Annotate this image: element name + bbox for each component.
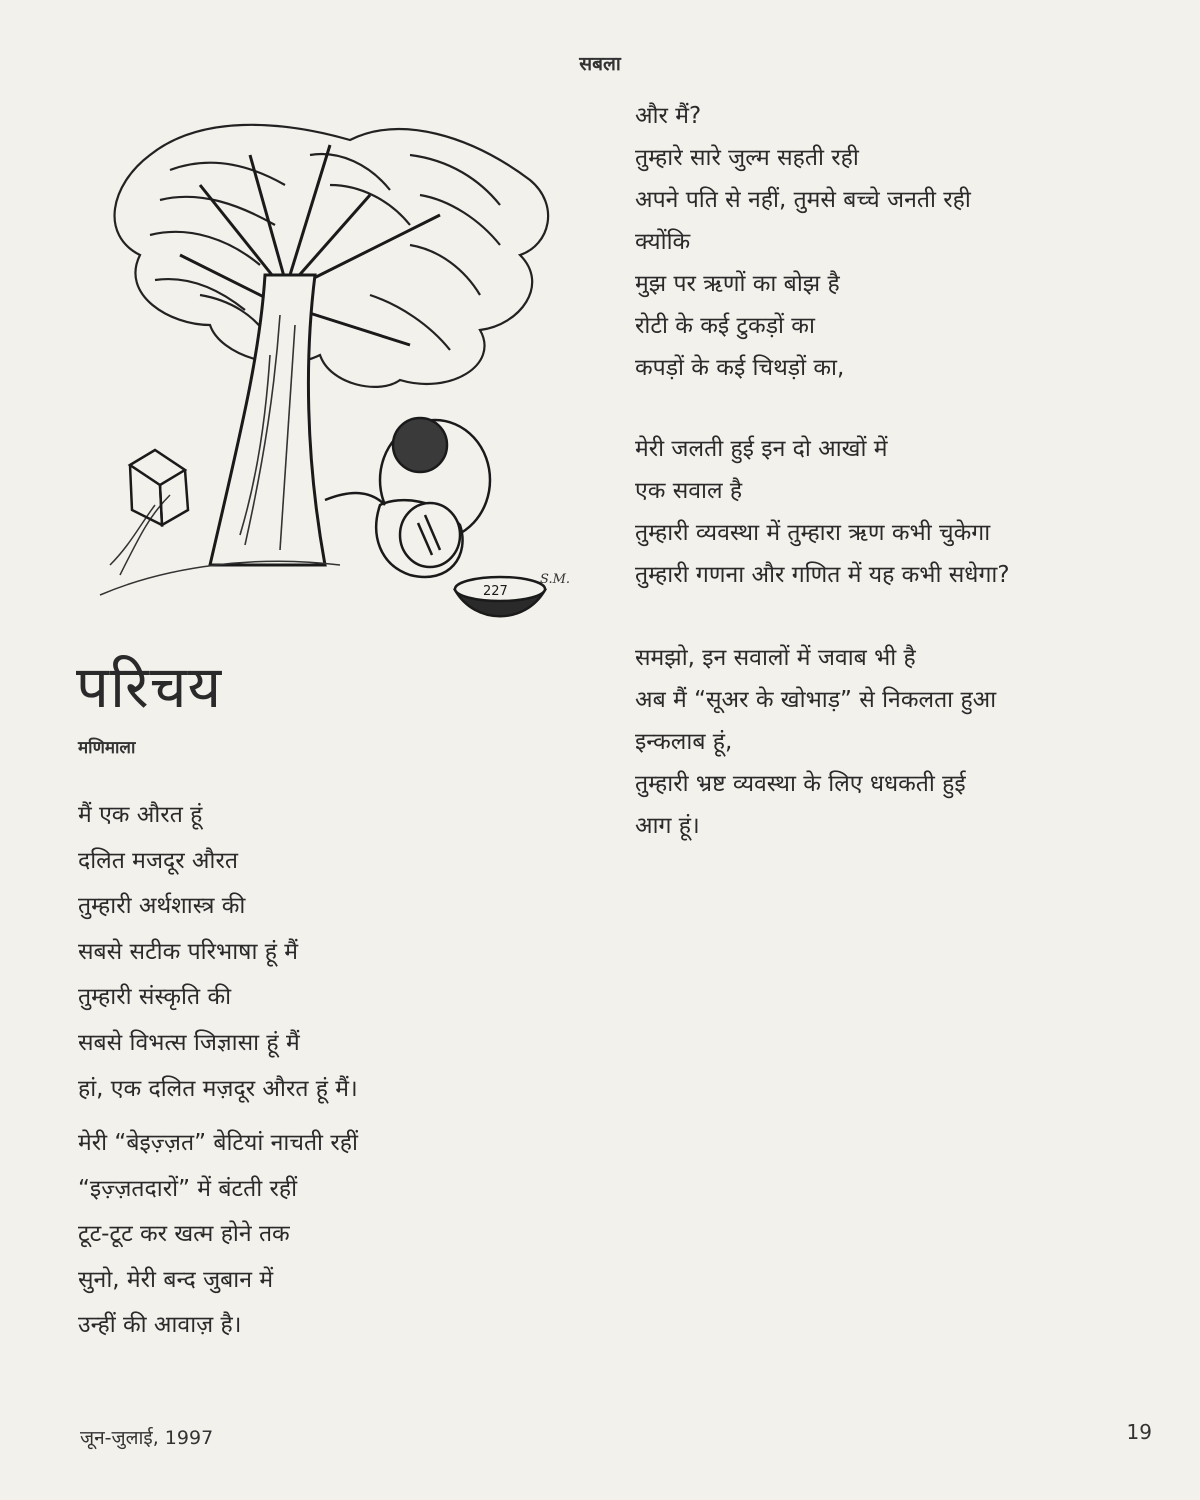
poem-line: क्योंकि	[635, 229, 691, 255]
left-stanza-2	[78, 1121, 358, 1349]
author-name: मणिमाला	[78, 738, 136, 758]
poem-line: मेरी “बेइज़्ज़त” बेटियां नाचती रहीं	[78, 1130, 358, 1156]
poem-line: सुनो, मेरी बन्द जुबान में	[78, 1266, 274, 1293]
poem-line: टूट-टूट कर खत्म होने तक	[78, 1221, 290, 1248]
left-stanza-1	[78, 793, 358, 1112]
poem-line: मैं एक औरत हूं	[78, 802, 203, 828]
poem-line: तुम्हारी भ्रष्ट व्यवस्था के लिए धधकती हुई	[635, 771, 966, 797]
tree-illustration	[80, 95, 600, 625]
poem-line: तुम्हारी संस्कृति की	[78, 984, 232, 1011]
poem-line: आग हूं।	[635, 813, 700, 839]
poem-line: तुम्हारे सारे जुल्म सहती रही	[635, 145, 859, 171]
poem-line: और मैं?	[635, 103, 702, 129]
artist-signature: S.M.	[540, 572, 571, 587]
poem-title: परिचय	[76, 653, 223, 721]
right-stanza-1	[635, 95, 971, 389]
poem-line: समझो, इन सवालों में जवाब भी है	[635, 645, 916, 671]
poem-line: मुझ पर ऋणों का बोझ है	[635, 271, 840, 297]
poem-line: उन्हीं की आवाज़ है।	[78, 1312, 242, 1339]
poem-line: कपड़ों के कई चिथड़ों का,	[635, 355, 845, 381]
tree-trunk	[210, 275, 325, 565]
poem-line: मेरी जलती हुई इन दो आखों में	[635, 436, 888, 462]
poem-line: अपने पति से नहीं, तुमसे बच्चे जनती रही	[635, 187, 971, 213]
basket-label: 227	[483, 584, 508, 599]
poem-line: दलित मजदूर औरत	[78, 847, 238, 874]
right-stanza-2	[635, 428, 1010, 596]
woman-figure	[325, 418, 490, 577]
poem-line: अब मैं “सूअर के खोभाड़” से निकलता हुआ	[635, 687, 997, 713]
poem-line: तुम्हारी व्यवस्था में तुम्हारा ऋण कभी चुकेगा	[635, 520, 991, 546]
poem-line: सबसे विभत्स जिज्ञासा हूं मैं	[78, 1029, 300, 1056]
poem-line: इन्कलाब हूं,	[635, 729, 733, 755]
hut-drawing	[130, 450, 188, 525]
poem-line: एक सवाल है	[635, 478, 743, 504]
running-head: सबला	[579, 53, 621, 75]
poem-line: “इज़्ज़तदारों” में बंटती रहीं	[78, 1175, 298, 1202]
poem-line: हां, एक दलित मज़दूर औरत हूं मैं।	[78, 1075, 358, 1102]
poem-line: तुम्हारी गणना और गणित में यह कभी सधेगा?	[635, 562, 1010, 588]
poem-line: सबसे सटीक परिभाषा हूं मैं	[78, 938, 299, 965]
page-number: 19	[1126, 1420, 1152, 1444]
poem-line: रोटी के कई टुकड़ों का	[635, 313, 815, 339]
right-stanza-3	[635, 637, 996, 847]
poem-line: तुम्हारी अर्थशास्त्र की	[78, 893, 246, 920]
issue-date: जून-जुलाई, 1997	[80, 1427, 214, 1449]
basket	[455, 577, 545, 616]
